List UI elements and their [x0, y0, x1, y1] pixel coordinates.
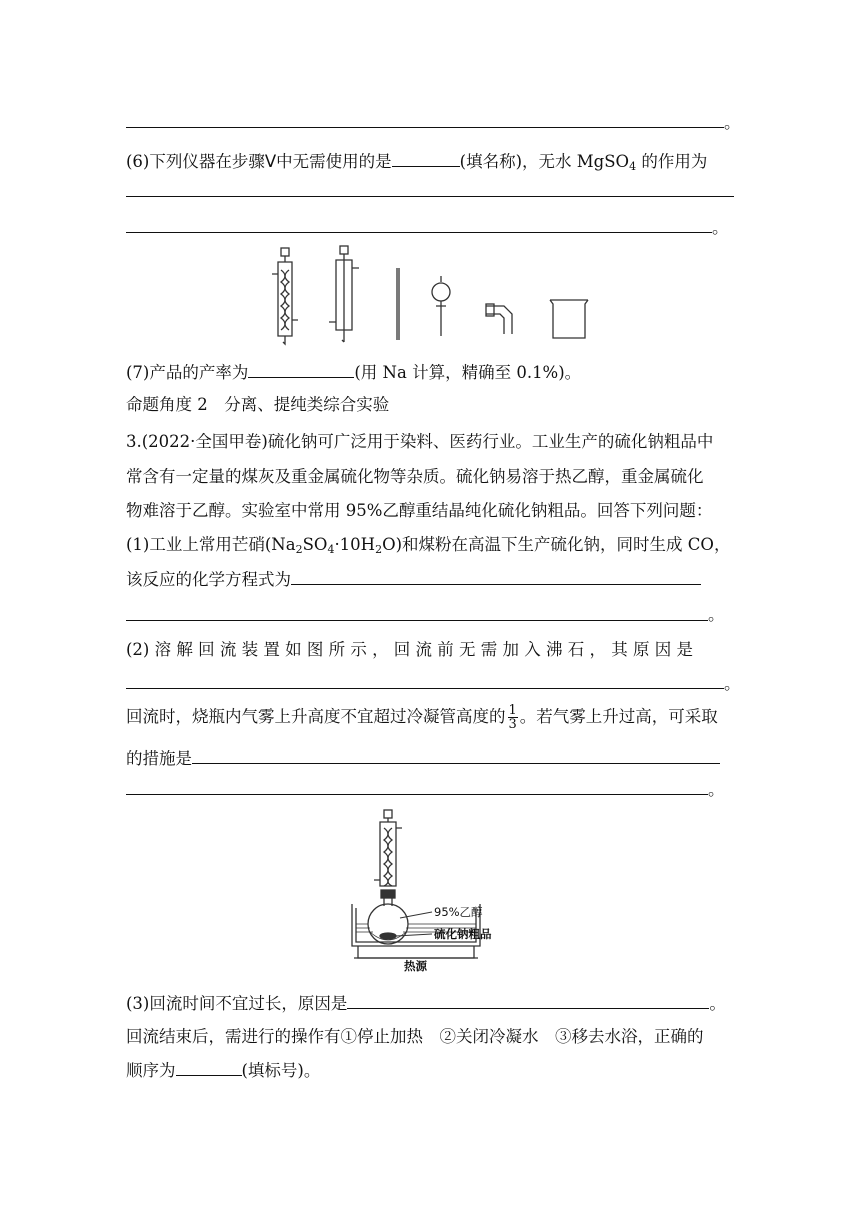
reflux-apparatus-figure [348, 808, 520, 974]
thermometer-icon [397, 268, 399, 340]
answer-line [126, 620, 708, 621]
stopper-icon [381, 890, 395, 898]
section-heading: 命题角度 2 分离、提纯类综合实验 [126, 395, 390, 414]
period: 。 [724, 113, 741, 132]
period: 。 [708, 605, 725, 624]
separatory-funnel-icon [432, 276, 450, 336]
instruments-figure [264, 244, 594, 348]
answer-line [126, 127, 724, 128]
question-3-1: 该反应的化学方程式为 [126, 567, 701, 591]
question-3-2: 的措施是 [126, 746, 720, 770]
answer-blank[interactable] [248, 360, 354, 378]
question-3-2: (2) 溶 解 回 流 装 置 如 图 所 示 ， 回 流 前 无 需 加 入 沸 石 ， 其 原 因 是 [126, 640, 693, 659]
answer-line [126, 232, 712, 233]
label-crude-sodium-sulfide: 硫化钠粗品 [434, 927, 492, 941]
question-7: (7)产品的产率为 (用 Na 计算，精确至 0.1%)。 [126, 360, 581, 384]
label-heat-source: 热源 [404, 959, 427, 973]
answer-blank[interactable] [192, 746, 720, 764]
adapter-icon [486, 304, 512, 334]
question-6: (6)下列仪器在步骤V中无需使用的是 (填名称)，无水 MgSO$_4$ 的作用为 [126, 149, 707, 178]
period: 。 [708, 780, 725, 799]
period: 。 [712, 218, 729, 237]
answer-blank[interactable] [347, 991, 709, 1009]
question-3-3: 顺序为 (填标号)。 [126, 1058, 320, 1082]
question-3-intro: 物难溶于乙醇。实验室中常用 95%乙醇重结晶纯化硫化钠粗品。回答下列问题： [126, 501, 713, 520]
straight-condenser-icon [329, 246, 359, 342]
answer-blank[interactable] [176, 1058, 242, 1076]
beaker-icon [550, 300, 588, 338]
roman-numeral: V [264, 152, 277, 171]
question-3-2: 回流时，烧瓶内气雾上升高度不宜超过冷凝管高度的 $\frac{1}{3}$ 。若气雾上升过高，可采取 [126, 703, 718, 732]
answer-blank[interactable] [291, 567, 701, 585]
question-3-3: (3)回流时间不宜过长，原因是 。 [126, 991, 726, 1015]
answer-line [126, 688, 724, 689]
answer-line [126, 196, 734, 197]
question-3-intro: 3.(2022·全国甲卷)硫化钠可广泛用于染料、医药行业。工业生产的硫化钠粗品中 [126, 432, 714, 451]
fraction-one-third: $\frac{1}{3}$ [508, 703, 517, 732]
question-3-3: 回流结束后，需进行的操作有①停止加热 ②关闭冷凝水 ③移去水浴，正确的 [126, 1027, 704, 1046]
spherical-condenser-icon [272, 248, 298, 344]
heat-source-icon [358, 946, 474, 958]
answer-blank[interactable] [392, 149, 460, 167]
spherical-condenser-icon [374, 810, 402, 886]
question-3-intro: 常含有一定量的煤灰及重金属硫化物等杂质。硫化钠易溶于热乙醇，重金属硫化 [126, 467, 704, 486]
period: 。 [724, 674, 741, 693]
label-ethanol: 95%乙醇 [434, 905, 483, 919]
answer-line [126, 794, 708, 795]
question-3-1: (1)工业上常用芒硝$(Na_2SO_4\cdot 10H_2O)$和煤粉在高温下生产硫化钠，同时生成 CO， [126, 535, 731, 556]
